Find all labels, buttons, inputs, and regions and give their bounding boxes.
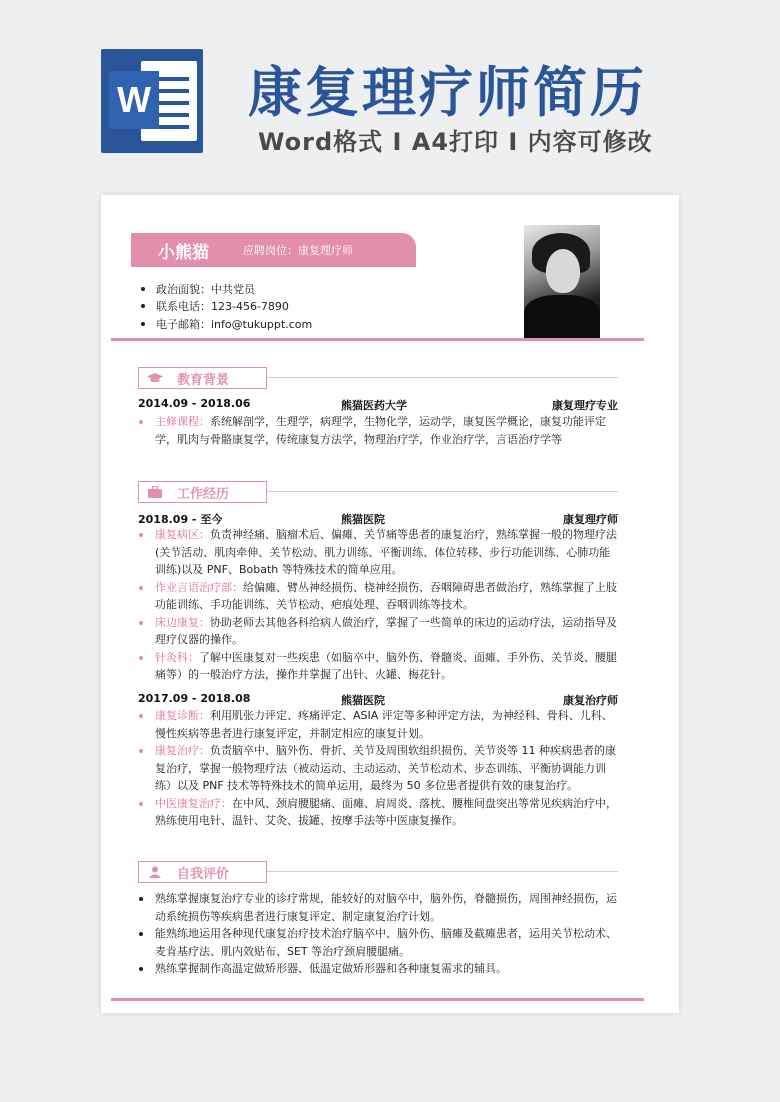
list-item: 康复治疗：负责脑卒中、脑外伤、骨折、关节及周围软组织损伤、关节炎等 11 种疾病患者的康复治疗，掌握一般物理疗法（被动运动、主动运动、关节松动术、步态训练、平衡协调能力训练）以及 PNF 技术等特殊技术的简单运用，最终为 50 多位患者提供有效的康复治疗。 xyxy=(138,742,620,795)
section-work xyxy=(138,481,267,503)
job-row: 2018.09 - 至今 熊猫医院 康复理疗师 xyxy=(138,513,618,526)
name-bar xyxy=(131,233,416,267)
section-label: 工作经历 xyxy=(177,486,230,502)
list-item: 熟练掌握制作高温定做矫形器、低温定做矫形器和各种康复需求的辅具。 xyxy=(138,960,620,978)
word-logo xyxy=(101,49,203,153)
user-icon xyxy=(139,866,171,878)
applied-position: 应聘岗位：康复理疗师 xyxy=(243,244,353,257)
profile-photo xyxy=(524,225,600,339)
section-label: 自我评价 xyxy=(177,866,230,882)
list-item: 熟练掌握康复治疗专业的诊疗常规，能较好的对脑卒中，脑外伤，脊髓损伤，周围神经损伤，运动系统损伤等疾病患者进行康复评定、制定康复治疗计划。 xyxy=(138,890,620,925)
list-item: 康复诊断：利用肌张力评定、疼痛评定、ASIA 评定等多种评定方法，为神经科、骨科、儿科、慢性疾病等患者进行康复评定，并制定相应的康复计划。 xyxy=(138,707,620,742)
education-courses: 主修课程：系统解剖学，生理学，病理学，生物化学，运动学，康复医学概论，康复功能评定学，肌肉与骨骼康复学，传统康复方法学，物理治疗学，作业治疗学，言语治疗学等 xyxy=(138,413,620,448)
section-education xyxy=(138,367,267,389)
job-duties xyxy=(138,707,620,830)
job-duties xyxy=(138,526,620,684)
candidate-name: 小熊猫 xyxy=(158,242,209,263)
list-item: 针灸科：了解中医康复对一些疾患（如脑卒中、脑外伤、脊髓炎、面瘫、手外伤、关节炎、腰腿痛等）的一般治疗方法，操作并掌握了出针、火罐、梅花针。 xyxy=(138,649,620,684)
list-item: 中医康复治疗：在中风、颈肩腰腿痛、面瘫、肩周炎、落枕、腰椎间盘突出等常见疾病治疗中，熟练使用电针、温针、艾灸、拔罐、按摩手法等中医康复操作。 xyxy=(138,795,620,830)
list-item: 床边康复：协助老师去其他各科给病人做治疗，掌握了一些简单的床边的运动疗法，运动指导及理疗仪器的操作。 xyxy=(138,614,620,649)
section-self xyxy=(138,861,267,883)
header-divider xyxy=(111,338,644,341)
word-letter: W xyxy=(109,71,159,129)
personal-info xyxy=(141,280,312,333)
page-subtitle: Word格式 I A4打印 I 内容可修改 xyxy=(258,128,653,156)
resume-paper xyxy=(101,195,679,1013)
graduation-cap-icon xyxy=(139,372,171,384)
page-title: 康复理疗师简历 xyxy=(248,61,647,124)
list-item: 康复病区：负责神经痛、脑瘤术后、偏瘫、关节痛等患者的康复治疗，熟练掌握一般的物理疗法(关节活动、肌肉牵伸、关节松动、肌力训练、平衡训练、体位转移、步行功能训练、心肺功能训练)以及 PNF、Bobath 等特殊技术的简单应用。 xyxy=(138,526,620,579)
footer-divider xyxy=(111,998,644,1001)
section-label: 教育背景 xyxy=(177,372,230,388)
list-item: 作业言语治疗部：给偏瘫、臂丛神经损伤、桡神经损伤、吞咽障碍患者做治疗，熟练掌握了上肢功能训练、手功能训练、关节松动、疤痕处理、吞咽训练等技术。 xyxy=(138,579,620,614)
job-row: 2017.09 - 2018.08 熊猫医院 康复治疗师 xyxy=(138,692,618,707)
list-item: 能熟练地运用各种现代康复治疗技术治疗脑卒中、脑外伤、脑瘫及截瘫患者，运用关节松动术、麦肯基疗法、肌内效贴布、SET 等治疗颈肩腰腿痛。 xyxy=(138,925,620,960)
info-item: 政治面貌：中共党员 xyxy=(141,280,312,298)
info-item: 联系电话：123-456-7890 xyxy=(141,298,312,316)
self-evaluation xyxy=(138,890,620,978)
briefcase-icon xyxy=(139,486,171,498)
info-item: 电子邮箱：info@tukuppt.com xyxy=(141,315,312,333)
education-row: 2014.09 - 2018.06 熊猫医药大学 康复理疗专业 xyxy=(138,397,618,412)
